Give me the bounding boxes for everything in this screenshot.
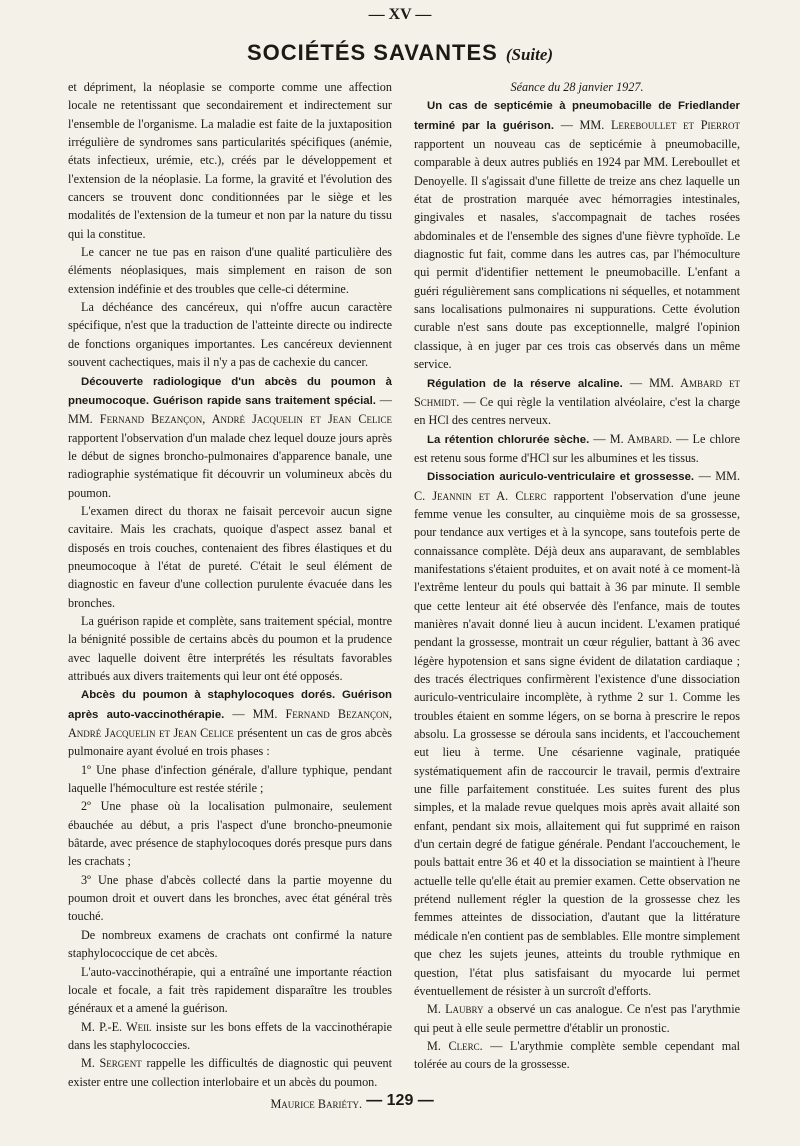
section-radiologique: Découverte radiologique d'un abcès du poumon à pneumocoque. Guérison rapide sans traitement spécial. — MM. Fernand Bezançon, André Jacquelin et Jean Celice rapportent l'observation d'un malade chez lequel douze jours après le début de signes broncho-pulmonaires d'apparence banale, une radiographie systématique fit découvrir un volumineux abcès du poumon. — [68, 375, 392, 500]
section-staphylocoques: Abcès du poumon à staphylocoques dorés. Guérison après auto-vaccinothérapie. — MM. Fernand Bezançon, André Jacquelin et Jean Celice présentent un cas de gros abcès pulmonaire ayant évolué en trois phases : — [68, 689, 393, 759]
journal-title: SOCIÉTÉS SAVANTES — [246, 40, 498, 65]
section-authors: MM. Lereboullet et Pierrot — [579, 117, 740, 132]
paragraph: et dépriment, la néoplasie se comporte comme une affection locale ne retentissant que secondairement et indirectement sur l'ensemble de l'organisme. La maladie est faite de la juxtaposition irrégulière de syndromes sans particularités spécifiques (anémie, états infectieux, urémie, etc.), créés par le développement et l'extension de la néoplasie. La forme, la gravité et l'évolution des cancers se trouvent donc conditionnées par le siège et les modalités de l'extension de la tumeur et non par la nature du tissu qui la constitue. — [68, 80, 392, 241]
paragraph: L'examen direct du thorax ne faisait percevoir aucun signe cavitaire. Mais les crachats, quoique d'aspect assez banal et disposés en trois couches, contenaient des fibres élastiques et du pneumocoque à l'état de pureté. C'était le seul élément de diagnostic en faveur d'une collection purulente évacuée dans les bronches. — [68, 503, 392, 610]
page-number: — 129 — — [366, 1092, 434, 1109]
section-authors: M. Ambard. — [609, 431, 673, 446]
journal-suite: (Suite) — [505, 45, 554, 64]
paragraph: L'auto-vaccinothérapie, qui a entraîné une importante réaction locale et focale, a fait très rapidement disparaître les troubles généraux et a amené la guérison. — [68, 964, 392, 1016]
section-title: Dissociation auriculo-ventriculaire et grossesse. — [427, 471, 695, 484]
section-authors: MM. Fernand Bezançon, André Jacquelin et Jean Celice — [68, 412, 392, 427]
section-reserve-alcaline: Régulation de la réserve alcaline. — MM. Ambard et Schmidt. — Ce qui règle la ventilation alvéolaire, c'est la charge en HCl des centres nerveux. — [414, 375, 741, 428]
remark-text: insiste sur les bons effets de la vaccinothérapie dans les staphylococcies. — [68, 1019, 393, 1052]
paragraph: La déchéance des cancéreux, qui n'offre aucun caractère spécifique, n'est que la traduction de l'atteinte directe ou indirecte de fonctions organiques importantes. Les cancéreux deviennent souvent cachectiques, mais il n'y a pas de cachexie du cancer. — [68, 300, 392, 370]
signature: Maurice Bariéty. — [270, 1096, 362, 1111]
section-retention-chloruree: La rétention chlorurée sèche. — M. Ambard. — Le chlore est retenu sous forme d'HCl sur les albumines et les tissus. — [414, 431, 741, 465]
remark-weil — [68, 1018, 392, 1055]
paragraph: De nombreux examens de crachats ont confirmé la nature staphylococcique de cet abcès. — [68, 927, 392, 961]
remark-laubry — [414, 1000, 740, 1037]
section-title: Découverte radiologique d'un abcès du poumon à pneumocoque. Guérison rapide sans traitement spécial. — [68, 375, 392, 407]
section-authors: MM. Fernand Bezançon, André Jacquelin et Jean Celice — [68, 706, 392, 741]
right-column — [414, 78, 740, 1088]
remark-clerc — [414, 1037, 740, 1074]
section-title: La rétention chlorurée sèche. — [427, 433, 590, 446]
remark-sergent — [68, 1054, 392, 1091]
phase-item: 2º Une phase où la localisation pulmonaire, seulement ébauchée au début, a pris l'aspect d'une broncho-pneumonie bâtarde, avec présence de staphylocoques dorés presque purs dans les crachats ; — [68, 799, 392, 869]
section-text: présentent un cas de gros abcès pulmonaire ayant évolué en trois phases : — [68, 726, 393, 759]
section-text: rapportent l'observation d'un malade chez lequel douze jours après le début de signes broncho-pulmonaires d'apparence banale, une radiographie systématique fit découvrir un volumineux abcès du poumon. — [68, 430, 392, 500]
phase-item: 1º Une phase d'infection générale, d'allure typhique, pendant laquelle l'hémoculture est restée stérile ; — [68, 762, 392, 796]
journal-header — [0, 40, 800, 66]
remark-author: M. Laubry — [427, 1002, 484, 1017]
section-text: rapportent l'observation d'une jeune femme venue les consulter, au cinquième mois de sa grossesse, pour tendance aux vertiges et à la syncope, sans toutefois perte de connaissance complète. Déjà deux ans auparavant, de semblables manifestations s'étaient produites, et on avait noté à ce moment-là l'extrême lenteur du pouls qui battait à 36 par minute. Il semble que cette lenteur ait été observée dès l'enfance, mais de toutes manières n'avait donné lieu à aucun incident. L'examen pratiqué pendant la grossesse, montrait un cœur régulier, battant à 36 avec légère hypotension et sans signe évident de dilatation cardiaque ; des tracés électriques confirmèrent l'existence d'une dissociation auriculo-ventriculaire incomplète, à rythme 2 sur 1. Comme les troubles étaient en somme légers, on se borna à prescrire le repos absolu. La grossesse se déroula sans incidents, et l'accouchement eut lieu à terme. Une césarienne vaginale, pratiquée systématiquement afin de raccourcir le travail, permis d'extraire une fille parfaitement constituée. Les suites furent des plus simples, et la malade revue quelques mois après avait allaité son enfant, pendant six mois, allaitement qui fut supprimé en raison d'un certain degré de fatigue générale. Pendant l'accouchement, le pouls battait entre 36 et 40 et la dissociation se maintient à l'heure actuelle telle qu'elle était au premier examen. Cette observation ne prétend nullement régler la question de la grossesse chez les femmes atteintes de dissociation, d'autant que la littérature médicale n'en contient pas de semblables. Elle montre simplement que chez les sujets jeunes, atteints du trouble rythmique en question, l'état plus satisfaisant du myocarde lui permet éventuellement de résister à un surcroît d'efforts. — [414, 488, 740, 998]
section-text: Ce qui règle la ventilation alvéolaire, c'est la charge en HCl des centres nerveux. — [414, 394, 741, 428]
section-title: Abcès du poumon à staphylocoques dorés. Guérison après auto-vaccinothérapie. — [68, 689, 392, 721]
section-authors: MM. C. Jeannin et A. Clerc — [414, 469, 740, 503]
remark-author: M. P.-E. Weil — [81, 1019, 152, 1034]
paragraph: Le cancer ne tue pas en raison d'une qualité particulière des éléments néoplasiques, mais simplement en raison de son extension indéfinie et des troubles que celle-ci détermine. — [68, 245, 392, 296]
seance-date: Séance du 28 janvier 1927. — [510, 80, 644, 94]
remark-text: a observé un cas analogue. Ce n'est pas l'arythmie qui peut à elle seule permettre d'établir un pronostic. — [414, 1002, 741, 1035]
section-text: Le chlore est retenu sous forme d'HCl sur les albumines et les tissus. — [414, 431, 741, 465]
left-column — [68, 78, 393, 1111]
section-title: Un cas de septicémie à pneumobacille de Friedlander terminé par la guérison. — [414, 100, 740, 132]
phase-item: 3º Une phase d'abcès collecté dans la partie moyenne du poumon droit et ouvert dans les bronches, avec état général très touché. — [68, 872, 392, 924]
section-dissociation: Dissociation auriculo-ventriculaire et grossesse. — MM. C. Jeannin et A. Clerc rapportent l'observation d'une jeune femme venue les consulter, au cinquième mois de sa grossesse, pour tendance aux vertiges et à la syncope, sans toutefois perte de connaissance complète. Déjà deux ans auparavant, de semblables manifestations s'étaient produites, et on avait noté à ce moment-là l'extrême lenteur du pouls qui battait à 36 par minute. Il semble que cette lenteur ait été observée dès l'enfance, mais de toutes manières n'avait donné lieu à aucun incident. L'examen pratiqué pendant la grossesse, montrait un cœur régulier, battant à 36 avec légère hypotension et sans signe évident de dilatation cardiaque ; des tracés électriques confirmèrent l'existence d'une dissociation auriculo-ventriculaire incomplète, à rythme 2 sur 1. Comme les troubles étaient en somme légers, on se borna à prescrire le repos absolu. La grossesse se déroula sans incidents, et l'accouchement eut lieu à terme. Une césarienne vaginale, pratiquée systématiquement afin de raccourcir le travail, permis d'extraire une fille parfaitement constituée. Les suites furent des plus simples, et la malade revue quelques mois après avait allaité son enfant, pendant six mois, allaitement qui fut supprimé en raison d'un certain degré de fatigue générale. Pendant l'accouchement, le pouls battait entre 36 et 40 et la dissociation se maintient à l'heure actuelle telle qu'elle était au premier examen. Cette observation ne prétend nullement régler la question de la grossesse chez les femmes atteintes de dissociation, d'autant que la littérature médicale n'en contient pas de semblables. Elle montre simplement que chez les sujets jeunes, atteints du trouble rythmique en question, l'état plus satisfaisant du myocarde lui permet éventuellement de résister à un surcroît d'efforts. — [414, 469, 740, 998]
section-septicemie: Un cas de septicémie à pneumobacille de Friedlander terminé par la guérison. — MM. Lereboullet et Pierrot rapportent un nouveau cas de septicémie à pneumobacille, comparable à deux autres publiés en 1924 par MM. Lereboullet et Denoyelle. Il s'agissait d'une fillette de treize ans chez laquelle un état de prostration marquée avec hémorragies intestinales, gingivales et nasales, s'accompagnait de taches rosées abdominales et de l'ensemble des signes d'une fièvre typhoïde. Le diagnostic fut fait, comme dans les autres cas, par l'hémoculture qui permit d'identifier nettement le pneumobacille. L'enfant a guéri régulièrement sans complications ni séquelles, et notamment sans localisations pulmonaires ni suppurations. Cette évolution curable n'est sans doute pas exceptionnelle, malgré l'opinion classique, à en juger par ces trois cas observés dans un même service. — [414, 100, 740, 372]
paragraph: La guérison rapide et complète, sans traitement spécial, montre la bénignité possible de certains abcès du poumon et la prudence avec laquelle doivent être interprétés les résultats favorables attribués aux divers traitements qui leur ont été opposés. — [68, 613, 392, 683]
remark-text: — L'arythmie complète semble cependant mal tolérée au cours de la grossesse. — [414, 1038, 740, 1072]
section-authors: MM. Ambard et Schmidt. — [414, 375, 740, 409]
remark-author: M. Clerc. — [427, 1038, 483, 1053]
remark-text: rappelle les difficultés de diagnostic qui peuvent exister entre une collection interlobaire et un abcès du poumon. — [68, 1056, 392, 1089]
section-text: rapportent un nouveau cas de septicémie à pneumobacille, comparable à deux autres publiés en 1924 par MM. Lereboullet et Denoyelle. Il s'agissait d'une fillette de treize ans chez laquelle un état de prostration marquée avec hémorragies intestinales, gingivales et nasales, s'accompagnait de taches rosées abdominales et de l'ensemble des signes d'une fièvre typhoïde. Le diagnostic fut fait, comme dans les autres cas, par l'hémoculture qui permit d'identifier nettement le pneumobacille. L'enfant a guéri régulièrement sans complications ni séquelles, et notamment sans localisations pulmonaires ni suppurations. Cette évolution curable n'est sans doute pas exceptionnelle, malgré l'opinion classique, à en juger par ces trois cas observés dans un même service. — [414, 137, 740, 372]
section-title: Régulation de la réserve alcaline. — [427, 377, 623, 390]
remark-author: M. Sergent — [81, 1056, 142, 1071]
roman-page-number: — XV — — [368, 6, 432, 23]
